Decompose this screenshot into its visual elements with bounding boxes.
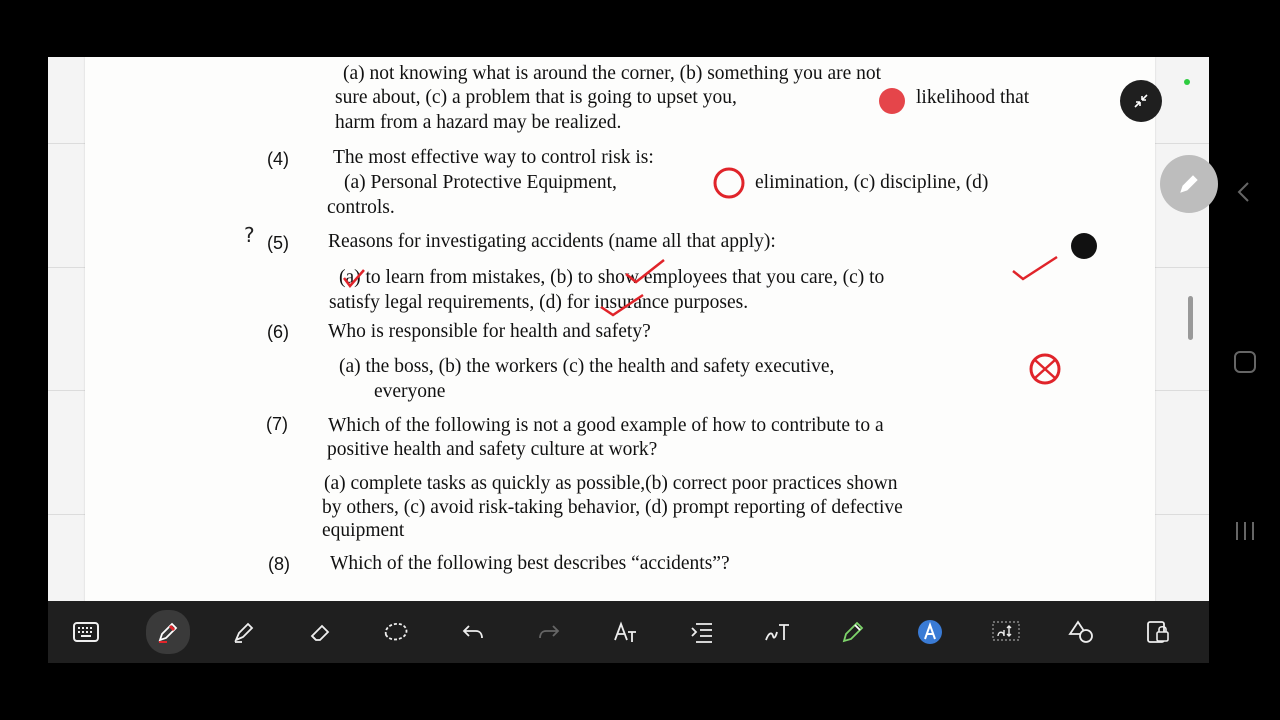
- shapes-button[interactable]: [1062, 612, 1102, 652]
- handwriting-to-text-button[interactable]: [757, 612, 797, 652]
- back-nav-button[interactable]: [1234, 180, 1254, 209]
- text-color-button[interactable]: [910, 612, 950, 652]
- recents-nav-button[interactable]: [1233, 519, 1257, 548]
- q7-option-line-2: by others, (c) avoid risk-taking behavior, (d) prompt reporting of defective: [322, 497, 903, 518]
- lock-button[interactable]: [1138, 612, 1178, 652]
- text-resize-icon: [991, 618, 1021, 646]
- q5-question: Reasons for investigating accidents (name all that apply):: [328, 231, 776, 252]
- q5-number: (5): [267, 233, 289, 253]
- q8-question: Which of the following best describes “accidents”?: [330, 553, 730, 574]
- line-spacing-button[interactable]: [682, 612, 722, 652]
- ink-check-q5-c: [1013, 257, 1057, 279]
- q3-option-line-1: (a) not knowing what is around the corner, (b) something you are not: [343, 63, 882, 84]
- q6-question: Who is responsible for health and safety?: [328, 321, 651, 342]
- pencil-button[interactable]: [833, 612, 873, 652]
- lock-icon: [1144, 618, 1172, 646]
- q4-question: The most effective way to control risk is:: [333, 147, 654, 168]
- undo-button[interactable]: [453, 612, 493, 652]
- text-color-icon: [916, 618, 944, 646]
- q3-option-line-2b: likelihood that: [916, 87, 1030, 108]
- shapes-icon: [1068, 618, 1096, 646]
- pen-tool-button[interactable]: [146, 610, 190, 654]
- q3-option-line-3: harm from a hazard may be realized.: [335, 112, 622, 133]
- redo-icon: [536, 619, 562, 645]
- ink-check-q5-a: [344, 270, 364, 286]
- line-spacing-icon: [688, 618, 716, 646]
- q4-option-line-1b: elimination, (c) discipline, (d): [755, 172, 989, 193]
- pen-cursor-dot: [1071, 233, 1097, 259]
- q7-number: (7): [266, 414, 288, 434]
- chevron-left-icon: [1234, 180, 1254, 204]
- q7-option-line-3: equipment: [322, 520, 405, 541]
- lasso-icon: [381, 619, 411, 645]
- text-resize-button[interactable]: [986, 612, 1026, 652]
- keyboard-button[interactable]: [66, 612, 106, 652]
- q7-option-line-1: (a) complete tasks as quickly as possible,(b) correct poor practices shown: [324, 473, 898, 494]
- ink-check-q5-b: [626, 260, 664, 282]
- document-content: [48, 57, 1209, 617]
- pen-icon: [155, 619, 181, 645]
- status-dot: [1184, 79, 1190, 85]
- q7-question-line-1: Which of the following is not a good example of how to contribute to a: [328, 415, 884, 436]
- text-box-icon: [611, 618, 639, 646]
- eraser-icon: [307, 619, 333, 645]
- ink-annotations: [48, 57, 1209, 617]
- q7-question-line-2: positive health and safety culture at work?: [327, 439, 658, 460]
- margin-question-mark: ?: [244, 223, 255, 247]
- q6-number: (6): [267, 322, 289, 342]
- q6-option-line-2: everyone: [374, 381, 446, 402]
- edit-mode-button[interactable]: [1160, 155, 1218, 213]
- pencil-icon: [839, 618, 867, 646]
- handwriting-to-text-icon: [763, 618, 791, 646]
- q5-option-line-1: (a) to learn from mistakes, (b) to show employees that you care, (c) to: [339, 267, 885, 288]
- highlighter-icon: [231, 619, 257, 645]
- exit-fullscreen-button[interactable]: [1120, 80, 1162, 122]
- recents-icon: [1233, 519, 1257, 543]
- q4-option-line-1a: (a) Personal Protective Equipment,: [344, 172, 617, 193]
- drawing-toolbar: [48, 601, 1209, 663]
- home-square-icon: [1233, 350, 1257, 374]
- q4-number: (4): [267, 149, 289, 169]
- undo-icon: [460, 619, 486, 645]
- keyboard-icon: [72, 620, 100, 644]
- ink-circle-q4-b: [715, 169, 743, 197]
- q5-option-line-2: satisfy legal requirements, (d) for insurance purposes.: [329, 292, 749, 313]
- ink-cross-q6-d: [1035, 360, 1055, 378]
- collapse-icon: [1132, 92, 1150, 110]
- ink-check-q5-d: [601, 295, 643, 315]
- text-box-button[interactable]: [605, 612, 645, 652]
- ink-circle-q3-d: [879, 88, 905, 114]
- lasso-button[interactable]: [376, 612, 416, 652]
- q6-option-line-1: (a) the boss, (b) the workers (c) the health and safety executive,: [339, 356, 835, 377]
- home-nav-button[interactable]: [1233, 350, 1257, 379]
- scrollbar-handle[interactable]: [1188, 296, 1193, 340]
- pencil-edit-icon: [1176, 171, 1202, 197]
- q8-number: (8): [268, 554, 290, 574]
- highlighter-button[interactable]: [224, 612, 264, 652]
- eraser-button[interactable]: [300, 612, 340, 652]
- q3-option-line-2a: sure about, (c) a problem that is going to upset you,: [335, 87, 737, 108]
- q4-option-line-2: controls.: [327, 197, 395, 218]
- redo-button[interactable]: [529, 612, 569, 652]
